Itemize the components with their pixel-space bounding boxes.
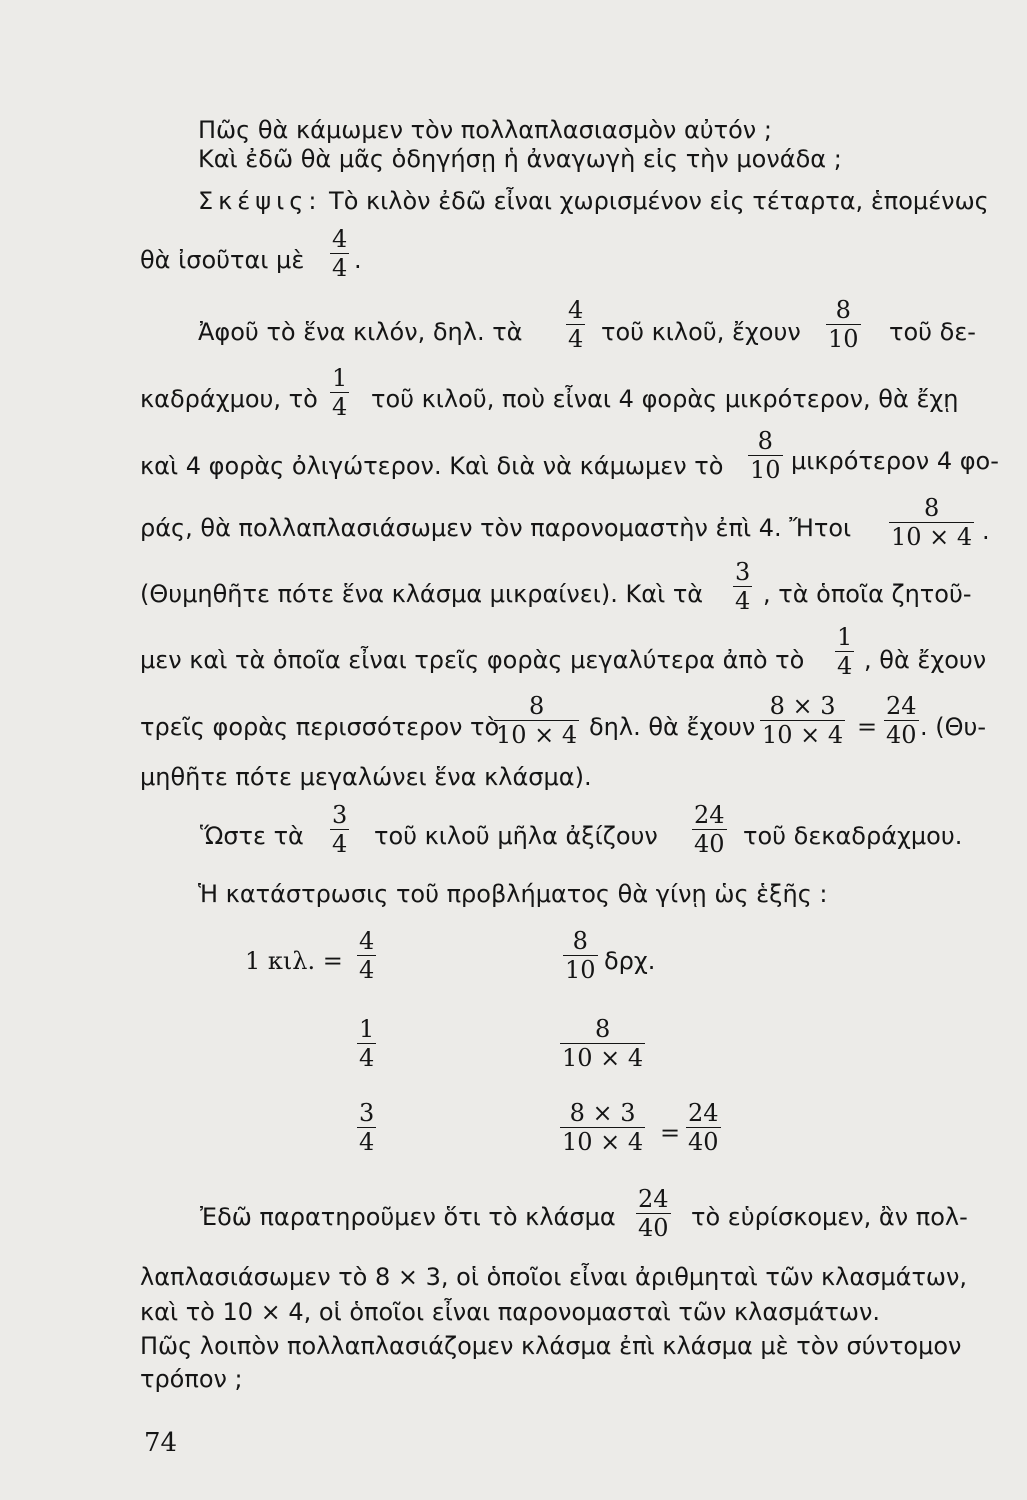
- spaced-label: Σκέψις:: [198, 187, 322, 215]
- text-segment: δηλ. θὰ ἔχουν: [589, 713, 756, 741]
- numerator: 8 × 3: [569, 1099, 636, 1127]
- numerator: 8: [757, 427, 773, 455]
- numerator: 8: [923, 494, 940, 522]
- text-line: (Θυμηθῆτε πότε ἕνα κλάσμα μικραίνει). Καὶ τὰ: [140, 580, 704, 608]
- numerator: 24: [694, 801, 725, 829]
- fraction: [748, 428, 783, 483]
- text-segment: τοῦ κιλοῦ μῆλα ἀξίζουν: [374, 822, 658, 850]
- text-line: Ἐδῶ παρατηροῦμεν ὅτι τὸ κλάσμα: [200, 1203, 616, 1231]
- numerator: 1: [359, 1015, 375, 1043]
- fraction: [636, 1186, 671, 1241]
- fraction: [566, 297, 585, 352]
- numerator: 3: [735, 558, 751, 586]
- denominator: 40: [638, 1214, 669, 1242]
- fraction: [330, 365, 349, 420]
- denominator: 4: [332, 393, 348, 421]
- numerator: 8 × 3: [769, 692, 836, 720]
- text-segment: τοῦ δεκαδράχμου.: [743, 822, 963, 850]
- page-number: 74: [144, 1428, 178, 1458]
- text-line: Πῶς λοιπὸν πολλαπλασιάζομεν κλάσμα ἐπὶ κλάσμα μὲ τὸν σύντομον: [140, 1332, 962, 1360]
- numerator: 3: [359, 1099, 375, 1127]
- text-line: Καὶ ἐδῶ θὰ μᾶς ὁδηγήσῃ ἡ ἀναγωγὴ εἰς τὴν μονάδα ;: [198, 145, 842, 173]
- denominator: 4: [837, 652, 853, 680]
- text-segment: τὸ εὑρίσκομεν, ἂν πολ-: [691, 1203, 968, 1231]
- text-line: μεν καὶ τὰ ὁποῖα εἶναι τρεῖς φορὰς μεγαλύτερα ἀπὸ τὸ: [140, 646, 805, 674]
- numerator: 1: [332, 364, 348, 392]
- denominator: 10 × 4: [562, 1044, 644, 1072]
- text-line: καὶ 4 φορὰς ὀλιγώτερον. Καὶ διὰ νὰ κάμωμεν τὸ: [140, 452, 724, 480]
- text-segment: τοῦ κιλοῦ, ἔχουν: [601, 318, 801, 346]
- text-line: τρεῖς φορὰς περισσότερον τὸ: [140, 713, 500, 741]
- fraction: [884, 693, 919, 748]
- numerator: 4: [359, 927, 375, 955]
- text-segment: , τὰ ὁποῖα ζητοῦ-: [763, 580, 972, 608]
- denominator: 10: [565, 956, 596, 984]
- denominator: 10 × 4: [562, 1128, 644, 1156]
- fraction: [494, 693, 579, 748]
- fraction: [692, 802, 727, 857]
- fraction: [733, 559, 752, 614]
- text-line: τρόπον ;: [140, 1365, 243, 1393]
- text-line: θὰ ἰσοῦται μὲ: [140, 246, 305, 274]
- denominator: 10 × 4: [762, 721, 844, 749]
- denominator: 4: [735, 587, 751, 615]
- numerator: 8: [594, 1015, 611, 1043]
- text-line: καδράχμου, τὸ: [140, 385, 318, 413]
- numerator: 4: [332, 225, 348, 253]
- numerator: 24: [886, 692, 917, 720]
- denominator: 40: [886, 721, 917, 749]
- denominator: 10 × 4: [891, 523, 973, 551]
- denominator: 40: [688, 1128, 719, 1156]
- fraction: [357, 1100, 376, 1155]
- text-segment: μικρότερον 4 φο-: [791, 447, 999, 475]
- text-line: Ἡ κατάστρωσις τοῦ προβλήματος θὰ γίνῃ ὡς ἑξῆς :: [198, 880, 828, 908]
- equals-sign: =: [857, 713, 878, 741]
- denominator: 4: [568, 325, 584, 353]
- text-segment: Τὸ κιλὸν ἐδῶ εἶναι χωρισμένον εἰς τέταρτα, ἑπομένως: [329, 187, 989, 215]
- text-line: Ὥστε τὰ: [200, 822, 304, 850]
- fraction: [330, 802, 349, 857]
- fraction: [835, 624, 854, 679]
- fraction: [560, 1016, 645, 1071]
- denominator: 40: [694, 830, 725, 858]
- fraction: [357, 928, 376, 983]
- denominator: 4: [359, 1128, 375, 1156]
- numerator: 8: [528, 692, 545, 720]
- numerator: 3: [332, 801, 348, 829]
- fraction: [686, 1100, 721, 1155]
- fraction: [889, 495, 974, 550]
- text-segment: .: [354, 246, 362, 274]
- denominator: 10: [828, 325, 859, 353]
- numerator: 8: [835, 296, 851, 324]
- fraction: [760, 693, 845, 748]
- text-line: Ἀφοῦ τὸ ἕνα κιλόν, δηλ. τὰ: [198, 318, 523, 346]
- fraction: [357, 1016, 376, 1071]
- fraction: [560, 1100, 645, 1155]
- numerator: 8: [572, 927, 588, 955]
- text-line: λαπλασιάσωμεν τὸ 8 × 3, οἱ ὁποῖοι εἶναι ἀριθμηταὶ τῶν κλασμάτων,: [140, 1263, 968, 1291]
- denominator: 4: [332, 254, 348, 282]
- text-line: ράς, θὰ πολλαπλασιάσωμεν τὸν παρονομαστὴν ἐπὶ 4. Ἤτοι: [140, 514, 852, 542]
- text-segment: τοῦ δε-: [889, 318, 976, 346]
- denominator: 4: [359, 956, 375, 984]
- numerator: 24: [638, 1185, 669, 1213]
- denominator: 10 × 4: [496, 721, 578, 749]
- denominator: 10: [750, 456, 781, 484]
- fraction: [826, 297, 861, 352]
- text-line: καὶ τὸ 10 × 4, οἱ ὁποῖοι εἶναι παρονομασταὶ τῶν κλασμάτων.: [140, 1298, 881, 1326]
- text-line: μηθῆτε πότε μεγαλώνει ἕνα κλάσμα).: [140, 763, 592, 791]
- text-line: [198, 186, 989, 216]
- text-segment: .: [982, 517, 990, 545]
- numerator: 1: [837, 623, 853, 651]
- text-segment: , θὰ ἔχουν: [864, 646, 987, 674]
- numerator: 4: [568, 296, 584, 324]
- table-label: 1 κιλ. =: [245, 947, 343, 975]
- fraction: [330, 226, 349, 281]
- equals-sign: =: [660, 1119, 681, 1147]
- text-line: Πῶς θὰ κάμωμεν τὸν πολλαπλασιασμὸν αὐτόν ;: [198, 116, 772, 144]
- numerator: 24: [688, 1099, 719, 1127]
- denominator: 4: [332, 830, 348, 858]
- text-segment: . (Θυ-: [920, 713, 987, 741]
- fraction: [563, 928, 598, 983]
- text-segment: τοῦ κιλοῦ, ποὺ εἶναι 4 φορὰς μικρότερον, θὰ ἔχῃ: [371, 385, 959, 413]
- table-unit: δρχ.: [604, 947, 656, 975]
- denominator: 4: [359, 1044, 375, 1072]
